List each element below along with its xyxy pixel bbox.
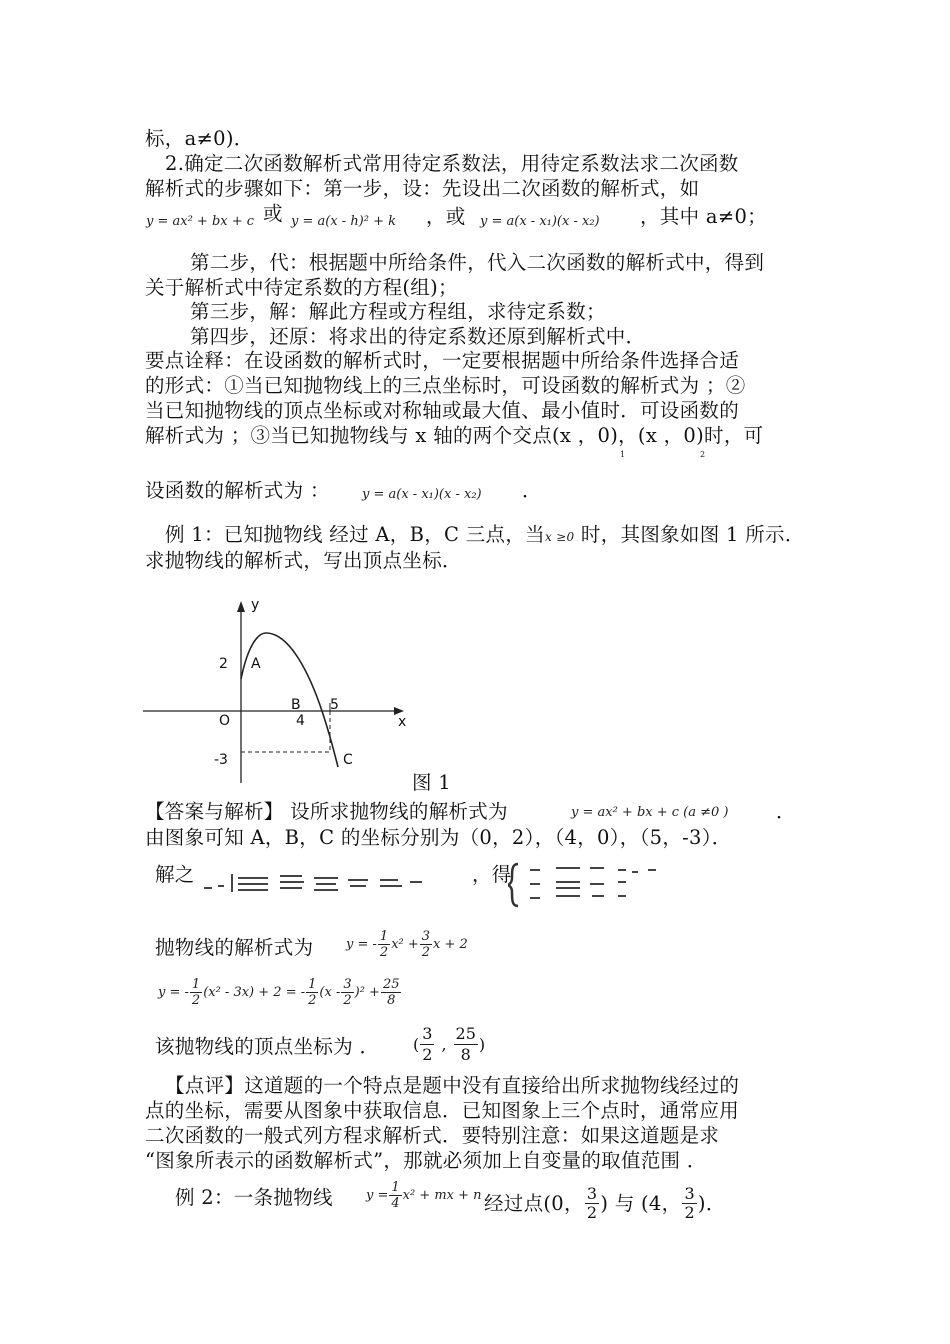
text-line: ，其中 a≠0；	[640, 205, 767, 228]
formula-seg: x² + mx + n	[402, 1188, 482, 1203]
figure-caption: 图 1	[412, 771, 452, 794]
text-get: ，得	[472, 863, 512, 886]
numerator: 25	[455, 1024, 476, 1043]
fraction	[420, 1024, 434, 1065]
text-seg: ) 与 (4，	[600, 1191, 682, 1215]
formula-parabola	[346, 929, 468, 960]
text-line: 【点评】这道题的一个特点是题中没有直接给出所求抛物线经过的	[165, 1074, 740, 1097]
text-line: 设函数的解析式为 ：	[145, 479, 330, 502]
text-line: 求抛物线的解析式，写出顶点坐标．	[145, 549, 462, 572]
x-axis-label: x	[398, 714, 407, 730]
fraction	[341, 977, 353, 1008]
point-label-C: C	[343, 752, 353, 768]
text-line: 标，a≠0)．	[145, 127, 254, 150]
text-or: 或	[263, 202, 283, 225]
denominator: 2	[308, 993, 317, 1008]
text-line: 第四步，还原：将求出的待定系数还原到解析式中．	[190, 325, 646, 348]
y-axis-arrow	[237, 601, 245, 612]
tick-label-2: 2	[219, 656, 228, 672]
numerator: 1	[308, 977, 317, 992]
vertex-coordinates	[413, 1024, 485, 1065]
subscript: 2	[700, 450, 706, 459]
text-line	[484, 1185, 726, 1222]
text-line: ．	[776, 800, 796, 823]
parabola-curve	[241, 633, 338, 767]
text-line: 由图象可知 A，B，C 的坐标分别为（0，2），（4，0），（5，-3）．	[145, 826, 732, 849]
text-seg: 时，其图象如图 1 所示．	[574, 523, 805, 546]
comma: ,	[441, 1035, 447, 1054]
numerator: 3	[421, 929, 431, 944]
formula-seg: x + 2	[433, 937, 468, 952]
text-line: ．	[522, 479, 542, 502]
denominator: 2	[191, 993, 201, 1008]
text-line: 要点诠释：在设函数的解析式时，一定要根据题中所给条件选择合适	[145, 349, 740, 372]
denominator: 8	[387, 993, 396, 1008]
fraction	[306, 977, 318, 1008]
text-line	[165, 522, 805, 550]
formula-ex2	[366, 1180, 482, 1211]
text-line: 解析式的步骤如下：第一步，设：先设出二次函数的解析式，如	[145, 177, 700, 200]
numerator: 1	[391, 1180, 400, 1195]
denominator: 4	[391, 1196, 400, 1211]
formula-roots: y = a(x - x₁)(x - x₂)	[362, 487, 482, 502]
formula-general: y = ax² + bx + c	[146, 214, 255, 229]
text-line: 第三步，解：解此方程或方程组，求待定系数；	[190, 300, 606, 323]
numerator: 3	[343, 977, 352, 992]
denominator: 2	[422, 1045, 433, 1064]
paren: )	[478, 1035, 486, 1054]
formula-seg: (x -	[319, 985, 341, 1000]
fraction	[190, 977, 202, 1008]
denominator: 8	[460, 1045, 471, 1064]
origin-label: O	[219, 713, 231, 729]
text-or: ，或	[426, 205, 466, 228]
denominator: 2	[421, 945, 431, 960]
text-line: 【答案与解析】 设所求抛物线的解析式为	[145, 800, 508, 823]
fraction	[378, 929, 390, 960]
text-line: 2.确定二次函数解析式常用待定系数法，用待定系数法求二次函数	[165, 152, 739, 175]
formula-seg: )² +	[354, 985, 380, 1000]
numerator: 3	[684, 1184, 695, 1203]
text-line: 该抛物线的顶点坐标为 ．	[155, 1035, 380, 1058]
text-seg: )．	[697, 1191, 726, 1215]
formula-roots: y = a(x - x₁)(x - x₂)	[480, 214, 600, 229]
denominator: 2	[379, 945, 389, 960]
formula-seg: x² +	[391, 937, 419, 952]
point-label-B: B	[291, 697, 301, 713]
fraction	[682, 1185, 696, 1222]
numerator: 3	[586, 1184, 598, 1203]
denominator: 2	[684, 1203, 695, 1222]
text-line: “图象所表示的函数解析式”，那就必须加上自变量的取值范围 ．	[145, 1149, 707, 1172]
text-seg: 例 1：已知抛物线 经过 A，B，C 三点，当	[165, 523, 545, 546]
tick-label-5: 5	[330, 697, 339, 713]
text-line: 抛物线的解析式为	[155, 936, 314, 959]
numerator: 25	[382, 977, 400, 992]
fraction	[381, 977, 402, 1008]
fraction	[585, 1185, 599, 1222]
formula-seg: y = -	[158, 985, 189, 1000]
denominator: 2	[586, 1203, 598, 1222]
blurred-equation-image	[198, 868, 438, 896]
text-line: 解析式为 ；③当已知抛物线与 x 轴的两个交点(x ，0)，(x ，0)时，可	[145, 424, 764, 447]
numerator: 1	[191, 977, 201, 992]
text-line: 二次函数的一般式列方程求解析式．要特别注意：如果这道题是求	[145, 1124, 720, 1147]
figure-1-graph	[140, 595, 430, 785]
formula-seg: y = -	[346, 937, 377, 952]
text-solve: 解之	[155, 863, 195, 886]
text-seg: 经过点(0，	[484, 1191, 584, 1215]
y-axis-label: y	[251, 597, 260, 613]
tick-label-4: 4	[296, 713, 305, 729]
numerator: 1	[379, 929, 389, 944]
text-line: 点的坐标，需要从图象中获取信息．已知图象上三个点时，通常应用	[145, 1099, 740, 1122]
blurred-solution-image	[508, 860, 678, 910]
text-line: 关于解析式中待定系数的方程(组)；	[145, 276, 458, 299]
subscript: 1	[620, 450, 626, 459]
point-label-A: A	[251, 656, 261, 672]
denominator: 2	[343, 993, 352, 1008]
paren: (	[413, 1035, 420, 1054]
formula-seg: y =	[366, 1188, 389, 1203]
fraction	[389, 1180, 401, 1211]
formula-vertex-form	[158, 977, 402, 1008]
fraction	[454, 1024, 478, 1065]
text-line: 例 2：一条抛物线	[175, 1186, 333, 1209]
formula-seg: (x² - 3x) + 2 = -	[203, 985, 306, 1000]
text-line: 当已知抛物线的顶点坐标或对称轴或最大值、最小值时．可设函数的	[145, 399, 740, 422]
fraction	[420, 929, 432, 960]
text-line: 的形式：①当已知抛物线上的三点坐标时，可设函数的解析式为 ；②	[145, 374, 746, 397]
formula-cond: x ≥0	[544, 530, 575, 544]
formula-vertex: y = a(x - h)² + k	[291, 214, 397, 229]
tick-label-minus3: -3	[214, 752, 228, 768]
formula-answer: y = ax² + bx + c (a ≠0 )	[571, 805, 729, 820]
text-line: 第二步，代：根据题中所给条件，代入二次函数的解析式中，得到	[190, 251, 765, 274]
numerator: 3	[422, 1024, 433, 1043]
